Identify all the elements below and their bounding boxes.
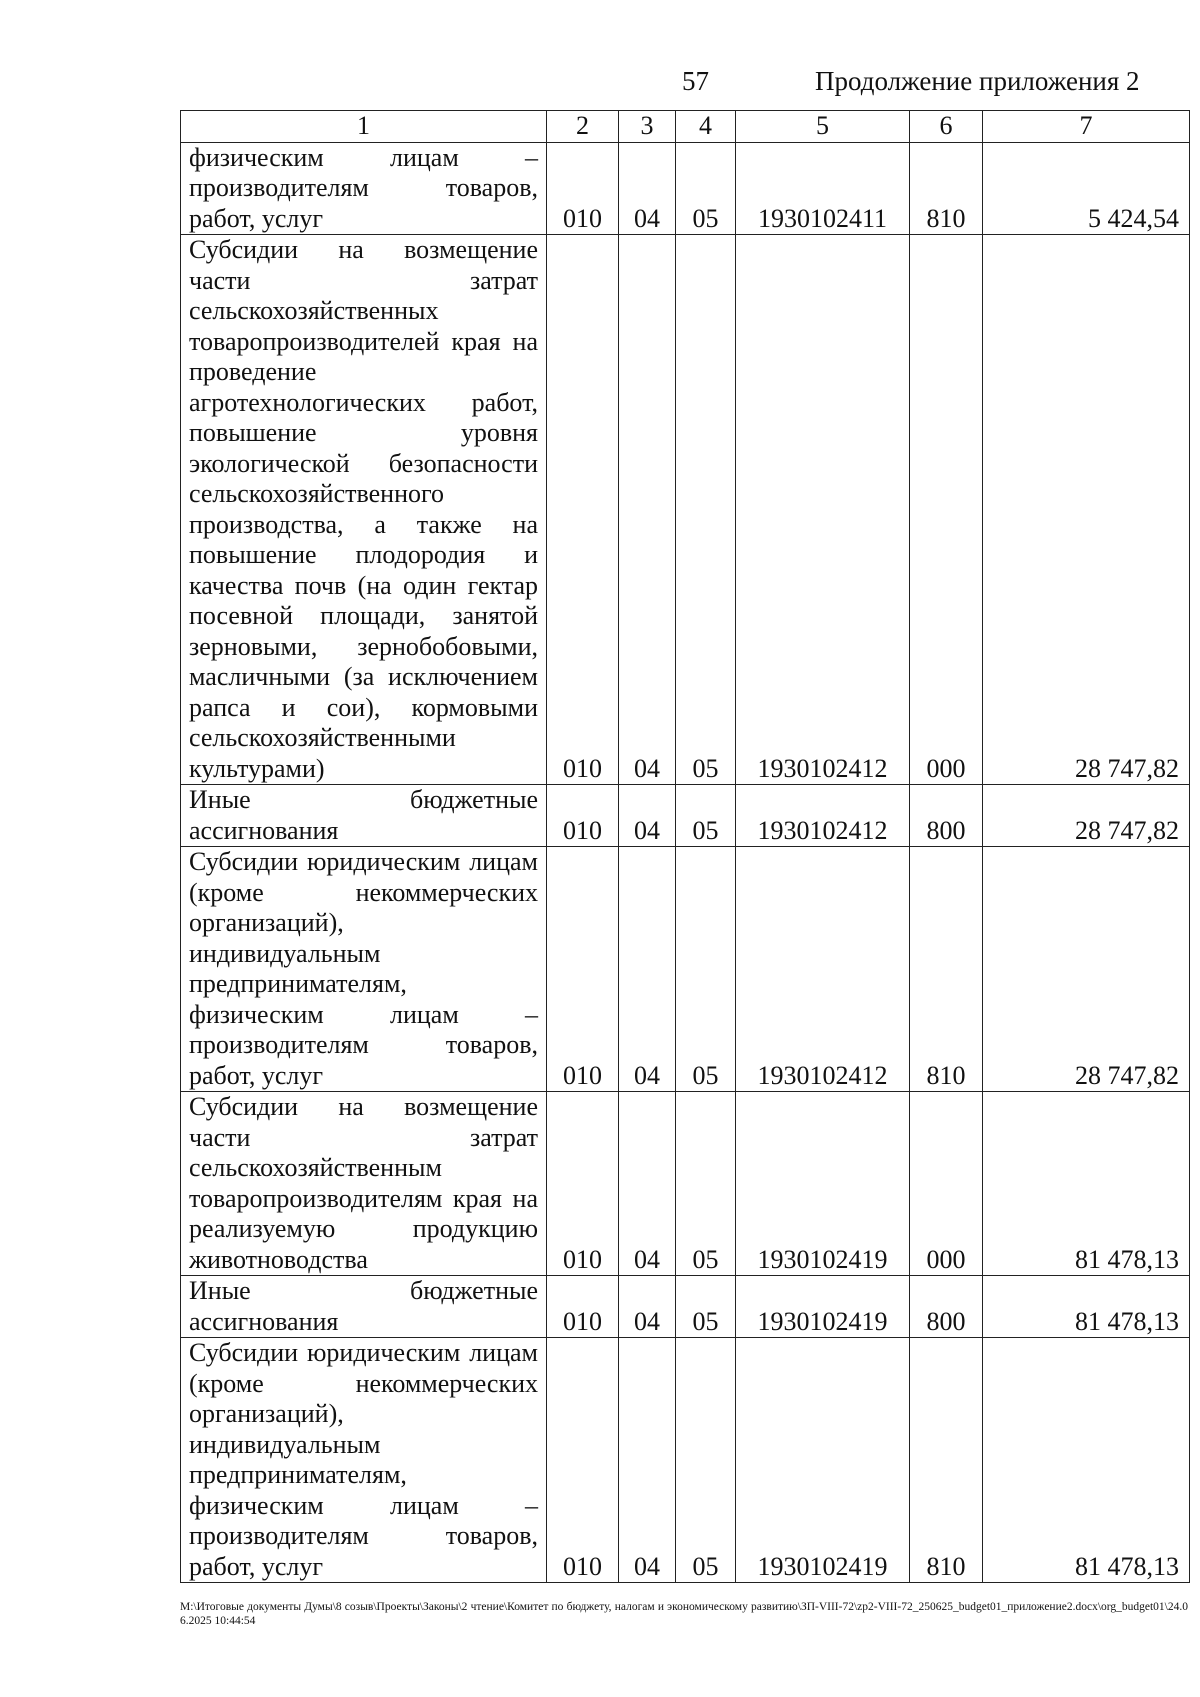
table-header-row <box>181 111 1190 143</box>
row-code-6: 800 <box>910 785 983 847</box>
row-code-4: 05 <box>676 142 736 235</box>
column-header: 6 <box>910 111 983 143</box>
column-header: 4 <box>676 111 736 143</box>
table-row <box>181 1092 1190 1276</box>
row-code-3: 04 <box>619 142 676 235</box>
row-code-5: 1930102419 <box>736 1092 910 1276</box>
row-code-3: 04 <box>619 1092 676 1276</box>
row-description: Субсидии на возмещение части затрат сельскохозяйственным товаропроизводителям края на реализуемую продукцию животноводства <box>181 1092 547 1276</box>
row-code-2: 010 <box>547 1338 619 1583</box>
continuation-label: Продолжение приложения 2 <box>815 66 1140 96</box>
row-code-5: 1930102412 <box>736 235 910 785</box>
column-header: 5 <box>736 111 910 143</box>
row-code-6: 810 <box>910 142 983 235</box>
table-row <box>181 235 1190 785</box>
row-code-3: 04 <box>619 1276 676 1338</box>
row-code-2: 010 <box>547 1092 619 1276</box>
row-code-4: 05 <box>676 1276 736 1338</box>
column-header: 3 <box>619 111 676 143</box>
row-amount: 28 747,82 <box>983 785 1190 847</box>
row-code-4: 05 <box>676 1092 736 1276</box>
row-amount: 5 424,54 <box>983 142 1190 235</box>
row-code-6: 810 <box>910 1338 983 1583</box>
row-code-6: 810 <box>910 847 983 1092</box>
row-amount: 81 478,13 <box>983 1276 1190 1338</box>
table-row <box>181 142 1190 235</box>
row-amount: 81 478,13 <box>983 1338 1190 1583</box>
row-code-2: 010 <box>547 847 619 1092</box>
row-code-4: 05 <box>676 235 736 785</box>
row-code-3: 04 <box>619 847 676 1092</box>
row-code-5: 1930102419 <box>736 1276 910 1338</box>
column-header: 2 <box>547 111 619 143</box>
row-code-3: 04 <box>619 235 676 785</box>
row-code-2: 010 <box>547 1276 619 1338</box>
row-description: Субсидии юридическим лицам (кроме некоммерческих организаций), индивидуальным предпринимателям, физическим лицам – производителям товаров, работ, услуг <box>181 847 547 1092</box>
row-code-6: 800 <box>910 1276 983 1338</box>
file-path-footer: M:\Итоговые документы Думы\8 созыв\Проекты\Законы\2 чтение\Комитет по бюджету, налогам и экономическому развитию\ЗП-VIII-72\zp2-VIII-72_250625_budget01_приложение2.docx\org_budget01\24.06.2025 10:44:54 <box>180 1601 1188 1627</box>
row-amount: 28 747,82 <box>983 847 1190 1092</box>
row-code-2: 010 <box>547 785 619 847</box>
row-code-6: 000 <box>910 1092 983 1276</box>
row-amount: 28 747,82 <box>983 235 1190 785</box>
row-description: Иные бюджетные ассигнования <box>181 785 547 847</box>
row-amount: 81 478,13 <box>983 1092 1190 1276</box>
row-code-5: 1930102412 <box>736 847 910 1092</box>
table-row <box>181 1338 1190 1583</box>
row-code-2: 010 <box>547 235 619 785</box>
row-code-6: 000 <box>910 235 983 785</box>
row-code-5: 1930102411 <box>736 142 910 235</box>
row-description: Иные бюджетные ассигнования <box>181 1276 547 1338</box>
row-code-2: 010 <box>547 142 619 235</box>
table-row <box>181 785 1190 847</box>
column-header: 1 <box>181 111 547 143</box>
row-description: физическим лицам – производителям товаров, работ, услуг <box>181 142 547 235</box>
table-row <box>181 1276 1190 1338</box>
row-code-3: 04 <box>619 785 676 847</box>
row-code-4: 05 <box>676 1338 736 1583</box>
row-code-5: 1930102412 <box>736 785 910 847</box>
row-description: Субсидии на возмещение части затрат сельскохозяйственных товаропроизводителей края на проведение агротехнологических работ, повышение уровня экологической безопасности сельскохозяйственного производства, а также на повышение плодородия и качества почв (на один гектар посевной площади, занятой зерновыми, зернобобовыми, масличными (за исключением рапса и сои), кормовыми сельскохозяйственными культурами) <box>181 235 547 785</box>
row-code-4: 05 <box>676 847 736 1092</box>
row-code-3: 04 <box>619 1338 676 1583</box>
row-code-5: 1930102419 <box>736 1338 910 1583</box>
budget-table <box>180 110 1190 1583</box>
row-description: Субсидии юридическим лицам (кроме некоммерческих организаций), индивидуальным предпринимателям, физическим лицам – производителям товаров, работ, услуг <box>181 1338 547 1583</box>
table-row <box>181 847 1190 1092</box>
page-number: 57 <box>682 66 709 96</box>
column-header: 7 <box>983 111 1190 143</box>
row-code-4: 05 <box>676 785 736 847</box>
